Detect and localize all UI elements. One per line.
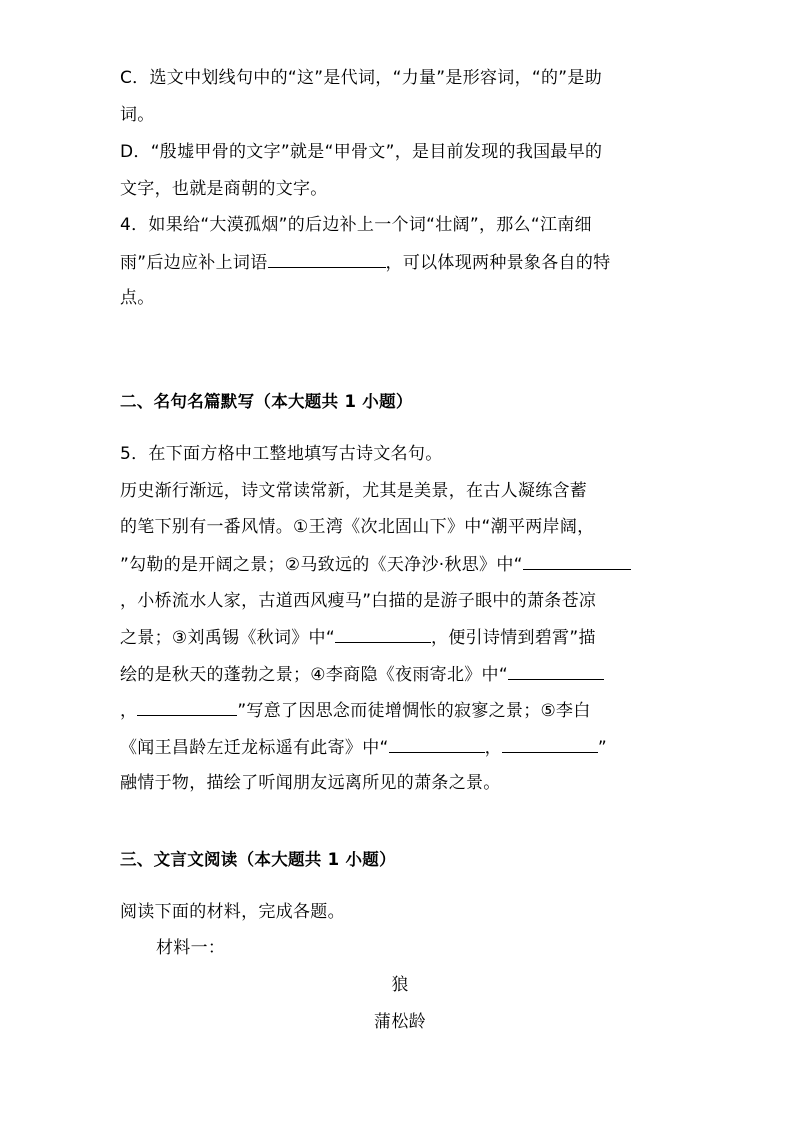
q5-blank-4b[interactable] [137,698,237,716]
section-3-heading: 三、文言文阅读（本大题共 1 小题） [120,850,396,869]
q5-title: 5．在下面方格中工整地填写古诗文名句。 [120,444,443,464]
q5-line-4: ，小桥流水人家，古道西风瘦马”白描的是游子眼中的萧条苍凉 [120,591,597,611]
q5-line-8-text-a: 《闻王昌龄左迁龙标遥有此寄》中“ [120,738,389,758]
q5-line-8-text-b: ， [484,738,502,758]
poem-author: 蒲松龄 [374,1012,426,1032]
q5-line-5 [120,625,596,650]
q5-line-6-text: 绘的是秋天的蓬勃之景；④李商隐《夜雨寄北》中“ [120,665,508,685]
q5-line-3 [120,552,631,577]
option-c-line-1: C．选文中划线句中的“这”是代词，“力量”是形容词，“的”是助 [120,68,603,88]
q5-blank-2[interactable] [523,552,631,570]
q4-line-2 [120,250,610,275]
section-2-heading: 二、名句名篇默写（本大题共 1 小题） [120,392,413,411]
q5-line-7-text-a: ， [120,701,138,721]
q5-line-2 [120,515,594,539]
q5-blank-5b[interactable] [502,735,598,753]
q5-line-8 [120,735,607,760]
q4-text-a: 雨”后边应补上词语 [120,253,268,273]
option-c-line-2: 词。 [120,105,155,125]
q5-blank-4a[interactable] [508,662,604,680]
q5-line-3-text: ”勾勒的是开阔之景；②马致远的《天净沙·秋思》中“ [120,555,523,575]
q5-line-5-text-a: 之景；③刘禹锡《秋词》中“ [120,628,335,648]
q5-line-6 [120,662,604,687]
q5-line-8-text-c: ” [597,738,608,758]
q5-line-5-text-b: ，便引诗情到碧霄”描 [430,628,596,648]
q5-line-7-text-b: ”写意了因思念而徒增惆怅的寂寥之景；⑤李白 [237,701,591,721]
option-d-line-2: 文字，也就是商朝的文字。 [120,179,328,199]
q4-line-1: 4．如果给“大漠孤烟”的后边补上一个词“壮阔”，那么“江南细 [120,215,592,235]
q5-line-2-text: 的笔下别有一番风情。①王湾《次北固山下》中“潮平两岸阔， [120,517,595,537]
material-label: 材料一： [156,938,226,958]
q5-line-9: 融情于物，描绘了听闻朋友远离所见的萧条之景。 [120,773,501,793]
poem-title: 狼 [391,975,409,995]
q5-line-1: 历史渐行渐远，诗文常读常新，尤其是美景，在古人凝练含蓄 [120,481,588,501]
q5-line-7 [120,698,591,723]
q4-line-3: 点。 [120,288,155,308]
q5-blank-3[interactable] [335,625,431,643]
q5-blank-5a[interactable] [389,735,485,753]
option-d-line-1: D．“殷墟甲骨的文字”就是“甲骨文”，是目前发现的我国最早的 [120,142,603,162]
q4-answer-blank[interactable] [268,250,386,268]
reading-instruction: 阅读下面的材料，完成各题。 [120,902,345,922]
q4-text-b: ，可以体现两种景象各自的特 [385,253,611,273]
